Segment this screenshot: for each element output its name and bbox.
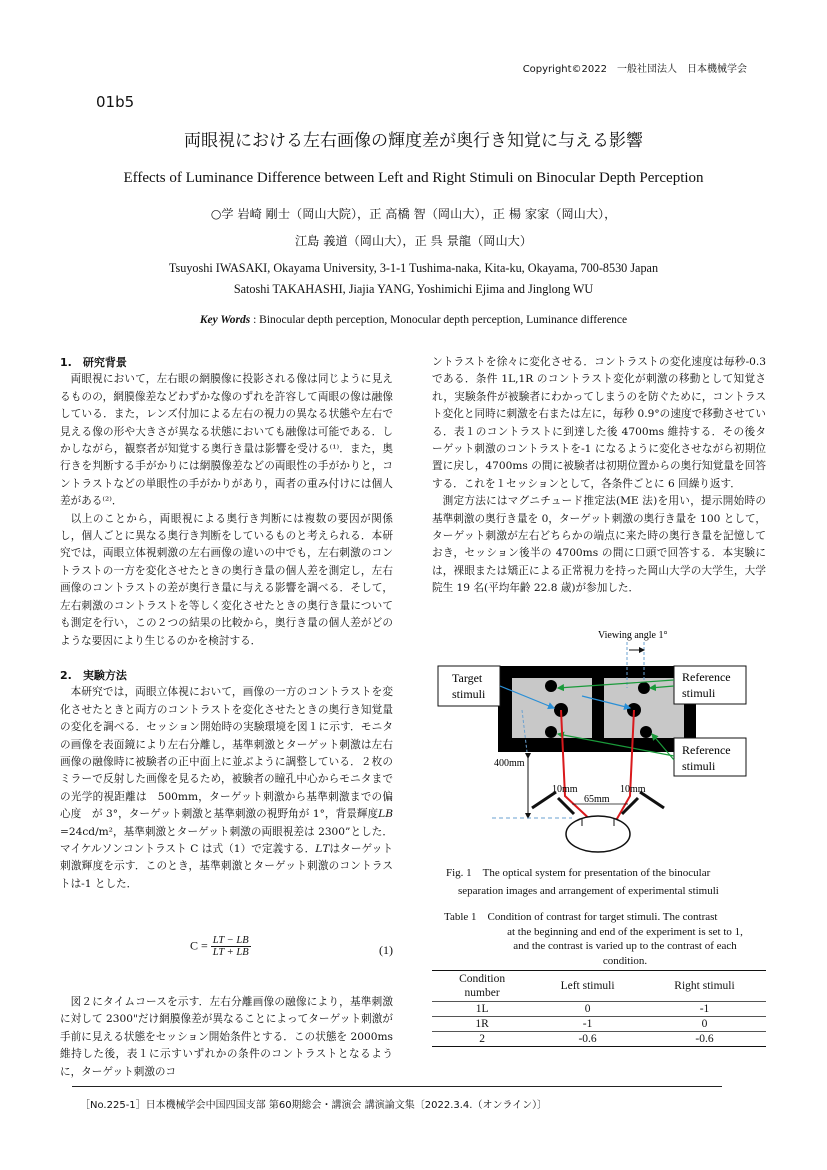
- table-1-caption-line-4: condition.: [602, 954, 648, 967]
- section-1-paragraph-1: 両眼視において，左右眼の網膜像に投影される像は同じように見えるものの，網膜像差などわずかな像のずれを許容して両眼の像は融像している．また，レンズ付加による左右の視力の異なる状態や左右で見える像の形や大きさが異なる状態においても融像は可能である．しかしながら，観察者が知覚する奥行き量は影響を受ける⁽¹⁾．また，奥行きを判断する手がかりには網膜像差などの両眼性の手がかりと，コントラストなどの単眼性の手がかりがあり，両者の重み付けには個人差がある⁽²⁾．: [60, 373, 393, 508]
- section-1-paragraph-2: 以上のことから，両眼視による奥行き判断には複数の要因が関係し，個人ごとに異なる奥行き判断をしているものと考えられる．本研究では，両眼立体視刺激の左右画像の違いの中でも，左右刺激のコントラストの一方を変化させたときの奥行き量の個人差を測定し，左右画像のコントラストの差が奥行き量に与える影響を調べる．そして，左右刺激のコントラストを等しく変化させたときの奥行き量についても測定を行い，この２つの結果の比較から，奥行き量の個人差がどのような要因により生じるのかを検討する．: [60, 512, 393, 647]
- stimulus-dot: [638, 682, 650, 694]
- reference-stimuli-label-2: Reference stimuli: [682, 743, 731, 773]
- table-cell: -1: [643, 1002, 766, 1017]
- table-cell: 2: [432, 1032, 532, 1047]
- authors-line-2: 江島 義道（岡山大），正 呉 景龍（岡山大）: [294, 234, 533, 248]
- distance-10mm-left: 10mm: [552, 784, 578, 795]
- table-header: Right stimuli: [643, 971, 766, 1002]
- table-cell: 0: [643, 1017, 766, 1032]
- section-2-paragraph-2: 図２にタイムコースを示す．左右分離画像の融像により，基準刺激に対して 2300"だけ網膜像差が異なることによってターゲット刺激が手前に見える状態をセッション開始条件とする．この状態を 2000ms 維持した後，表１に示すいずれかの条件のコントラストとなるように，ターゲット刺激のコ: [60, 996, 393, 1078]
- section-2-heading: 2. 実験方法: [60, 668, 127, 682]
- figure-1-caption-line-1: Fig. 1 The optical system for presentation of the binocular: [446, 867, 711, 879]
- table-cell: -1: [532, 1017, 643, 1032]
- section-1-heading: 1. 研究背景: [60, 356, 127, 369]
- table-row: [432, 1032, 766, 1047]
- equation-number: (1): [379, 943, 393, 957]
- observer-head: [566, 816, 630, 852]
- footer: ［No.225-1］日本機械学会中国四国支部 第60期総会・講演会 講演論文集〔2022.3.4.（オンライン）〕: [80, 1100, 548, 1111]
- distance-65mm: 65mm: [584, 794, 610, 805]
- equation-numerator: LT − LB: [212, 935, 249, 946]
- section-2-paragraph-1: 本研究では，両眼立体視において，画像の一方のコントラストを変化させたときと両方のコントラストを変化させたときの奥行き知覚量の変化を調べる．セッション開始時の実験環境を図１に示す．モニタの画像を表面鏡により左右分離し，基準刺激とターゲット刺激は左右画像の融像時に被験者の正中面上に並ぶように調整している．２枚のミラーで反射した画像を見るため，被験者の瞳孔中心からモニタまでの光学的視距離は 500mm，ターゲット刺激から基準刺激までの偏心度 が 3°，ターゲット刺激と基準刺激の視野角が 1°，背景輝度𝐿𝐵 =24cd/m²，基準刺激とターゲット刺激の両眼視差は 2300”とした．マイケルソンコントラスト C は式（1）で定義する．𝐿𝑇はターゲット刺激輝度を示す．このとき，基準刺激とターゲット刺激のコントラストは-1 とした．: [60, 686, 393, 890]
- table-cell: 1L: [432, 1002, 532, 1017]
- left-column: [60, 354, 393, 893]
- keywords-text: : Binocular depth perception, Monocular depth perception, Luminance difference: [250, 314, 628, 326]
- table-cell: 0: [532, 1002, 643, 1017]
- table-1-caption-line-1: Table 1 Condition of contrast for target stimuli. The contrast: [444, 911, 718, 923]
- equation-lhs: C =: [190, 938, 208, 953]
- table-header: Condition number: [432, 971, 532, 1002]
- target-stimuli-label: Target stimuli: [452, 671, 486, 701]
- table-row: [432, 1017, 766, 1032]
- table-cell: -0.6: [643, 1032, 766, 1047]
- table-cell: 1R: [432, 1017, 532, 1032]
- stimulus-dot: [545, 726, 557, 738]
- condition-table: [432, 970, 766, 1047]
- footer-rule: [72, 1086, 722, 1087]
- keywords-label: Key Words: [199, 314, 251, 326]
- section-2-paragraph-3: ントラストを徐々に変化させる．コントラストの変化速度は毎秒-0.3 である．条件 1L,1R のコントラスト変化が刺激の移動として知覚され，実験条件が被験者にわかってしまうのを防ぐために，コントラスト変化と同時に刺激を右または左に，毎秒 0.9°の速度で移動させている．表１のコントラストに到達した後 4700ms 維持する．その後ターゲット刺激のコントラストを-1 になるように変化させながら初期位置に戻し，4700ms の間に被験者は初期位置からの奥行知覚量を回答する．これを１セッションとして，各条件ごとに 6 回繰り返す．: [432, 356, 766, 490]
- affiliation-line-2: Satoshi TAKAHASHI, Jiajia YANG, Yoshimichi Ejima and Jinglong WU: [233, 282, 594, 296]
- title-japanese: 両眼視における左右画像の輝度差が奥行き知覚に与える影響: [184, 131, 643, 151]
- affiliation-line-1: Tsuyoshi IWASAKI, Okayama University, 3-1-1 Tushima-naka, Kita-ku, Okayama, 700-8530 Japan: [168, 261, 659, 275]
- table-1-caption: [440, 910, 770, 968]
- table-1-caption-line-2: at the beginning and end of the experiment is set to 1,: [507, 925, 743, 938]
- left-column-continued: [60, 994, 393, 1081]
- table-row: [432, 1002, 766, 1017]
- title-english: Effects of Luminance Difference between Left and Right Stimuli on Binocular Depth Perception: [123, 170, 704, 186]
- stimulus-dot: [545, 680, 557, 692]
- authors-line-1: ○学 岩崎 剛士（岡山大院），正 高橋 智（岡山大），正 楊 家家（岡山大），: [210, 207, 617, 221]
- equation-denominator: LT + LB: [212, 947, 249, 958]
- reference-stimuli-label-1: Reference stimuli: [682, 670, 731, 700]
- table-header: Left stimuli: [532, 971, 643, 1002]
- section-2-paragraph-4: 測定方法にはマグニチュード推定法(ME 法)を用い，提示開始時の基準刺激の奥行き量を 0，ターゲット刺激の奥行き量を 100 として，ターゲット刺激が左右どちらかの端点に来た時の奥行き量を記憶しておき，セッション後半の 4700ms の間に口頭で回答する．本実験には，裸眼または矯正による正常視力を持った岡山大学の大学生，大学院生 19 名(平均年齢 22.8 歳)が参加した．: [432, 495, 766, 595]
- figure-1-caption-line-2: separation images and arrangement of experimental stimuli: [458, 885, 719, 897]
- stimulus-dot: [640, 726, 652, 738]
- distance-400mm: 400mm: [494, 758, 525, 769]
- right-column: [432, 354, 766, 598]
- keywords: [0, 314, 827, 326]
- figure-1-optical-system: [432, 628, 766, 858]
- figure-1-caption: [446, 864, 766, 900]
- copyright-notice: Copyright©2022 一般社団法人 日本機械学会: [522, 64, 747, 75]
- viewing-angle-label: Viewing angle 1°: [598, 630, 668, 641]
- table-cell: -0.6: [532, 1032, 643, 1047]
- table-1-caption-line-3: and the contrast is varied up to the contrast of each: [513, 940, 737, 952]
- distance-10mm-right: 10mm: [620, 784, 646, 795]
- paper-id: 01b5: [96, 93, 135, 111]
- equation-1: [180, 935, 393, 975]
